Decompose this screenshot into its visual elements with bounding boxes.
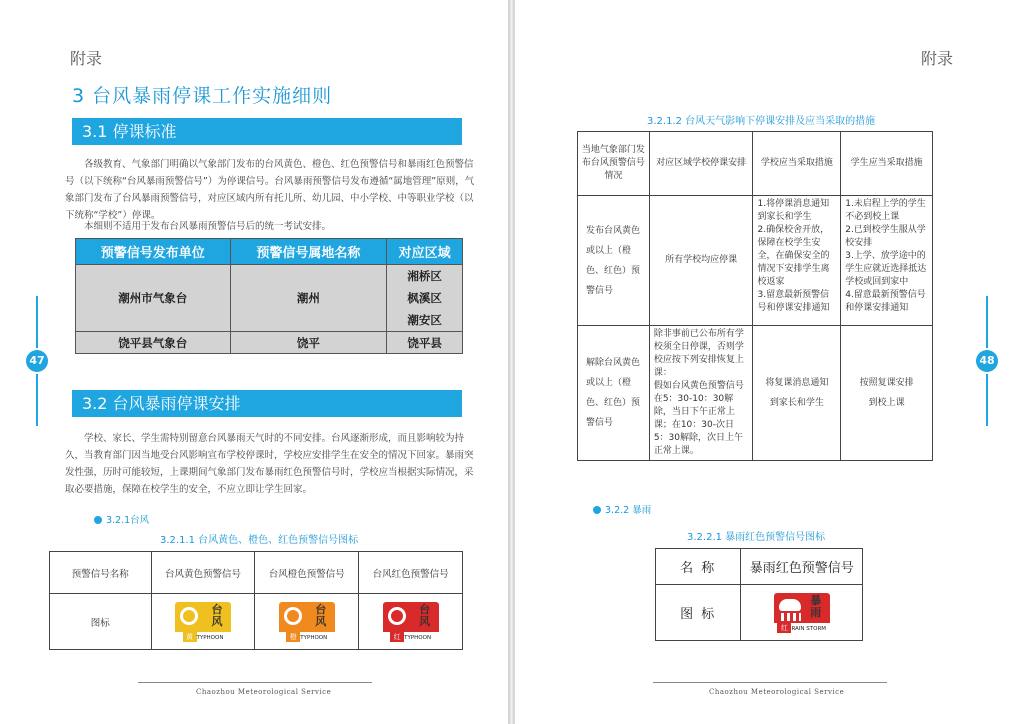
page-header: 附录 [921, 49, 954, 68]
table-cell: 发布台风黄色或以上（橙色、红色）预警信号 [578, 196, 650, 326]
figure-caption: 3.2.2.1 暴雨红色预警信号图标 [687, 532, 826, 543]
table-cell: 除非事前已公布所有学校须全日停课，否则学校应按下列安排恢复上课： 假如台风黄色预警信号在5：30-10：30解除，当日下午正常上课；在10：30-次日5：30解除，次日上午正常上课。 [649, 326, 753, 461]
table-header: 预警信号名称 [50, 552, 152, 594]
table-header: 台风橙色预警信号 [255, 552, 359, 594]
figure-caption: 3.2.1.1 台风黄色、橙色、红色预警信号图标 [160, 535, 359, 546]
table-header: 台风黄色预警信号 [151, 552, 255, 594]
typhoon-red-signal-icon: 台 风 红 TYPHOON [383, 602, 439, 642]
table-cell: 按照复课安排到校上课 [841, 326, 933, 461]
rainstorm-red-signal-icon: 暴 雨 红 RAIN STORM [774, 593, 830, 633]
page-header: 附录 [70, 49, 103, 68]
subsection-label: 3.2.2 暴雨 [593, 502, 651, 516]
typhoon-measures-table [577, 131, 933, 461]
page-number: 47 [26, 350, 48, 372]
section-title-bar: 3.2 台风暴雨停课安排 [72, 390, 462, 417]
chapter-title: 3 台风暴雨停课工作实施细则 [72, 85, 333, 107]
table-cell: 饶平县气象台 [76, 332, 231, 354]
table-header: 对应区域学校停课安排 [649, 132, 753, 196]
footer-rule [138, 682, 372, 683]
table-header: 学生应当采取措施 [841, 132, 933, 196]
table-cell: 1.将停课消息通知到家长和学生 2.确保校舍开放，保障在校学生安全，在确保安全的情况下安排学生离校返家 3.留意最新预警信号和停课安排通知 [753, 196, 841, 326]
table-cell: 潮州市气象台 [76, 265, 231, 332]
table-cell: 图标 [50, 594, 152, 650]
table-cell [359, 594, 463, 650]
table-cell [255, 594, 359, 650]
table-header: 预警信号发布单位 [76, 239, 231, 265]
side-decoration-line [36, 374, 38, 426]
region-name: 湘桥区 [407, 269, 442, 283]
table-cell [151, 594, 255, 650]
table-header: 学校应当采取措施 [753, 132, 841, 196]
table-header: 台风红色预警信号 [359, 552, 463, 594]
section-paragraph: 各级教育、气象部门明确以气象部门发布的台风黄色、橙色、红色预警信号和暴雨红色预警信号（以下统称“台风暴雨预警信号”）为停课信号。台风暴雨预警信号发布遵循“属地管理”原则，气象部门发布了台风暴雨预警信号，对应区域内所有托儿所、幼儿园、中小学校、中等职业学校（以下统称“学校”）停课。 [65, 159, 475, 221]
typhoon-orange-signal-icon: 台 风 橙 TYPHOON [279, 602, 335, 642]
typhoon-icon-table [49, 551, 463, 650]
left-page [0, 0, 509, 724]
region-name: 枫溪区 [407, 291, 442, 305]
subsection-label: 3.2.1台风 [94, 512, 149, 526]
table-cell: 解除台风黄色或以上（橙色、红色）预警信号 [578, 326, 650, 461]
rainstorm-icon-table [655, 548, 863, 641]
table-cell: 将复课消息通知到家长和学生 [753, 326, 841, 461]
table-caption: 3.2.1.2 台风天气影响下停课安排及应当采取的措施 [647, 116, 876, 127]
table-cell: 暴雨红色预警信号 [741, 549, 863, 585]
table-header: 当地气象部门发布台风预警信号情况 [578, 132, 650, 196]
typhoon-swirl-icon [388, 607, 406, 625]
footer-text: Chaozhou Meteorological Service [709, 688, 845, 696]
section-paragraph: 本细则不适用于发布台风暴雨预警信号后的统一考试安排。 [84, 221, 332, 232]
page-number: 48 [976, 350, 998, 372]
table-header: 图 标 [656, 585, 741, 641]
table-cell: 潮州 [230, 265, 387, 332]
side-decoration-line [986, 296, 988, 348]
table-cell: 饶平县 [387, 332, 463, 354]
table-cell [387, 265, 463, 332]
typhoon-swirl-icon [284, 607, 302, 625]
table-header: 预警信号属地名称 [230, 239, 387, 265]
table-cell: 饶平 [230, 332, 387, 354]
typhoon-yellow-signal-icon: 台 风 黄 TYPHOON [175, 602, 231, 642]
footer-rule [653, 682, 887, 683]
rain-cloud-icon [779, 599, 801, 611]
typhoon-swirl-icon [180, 607, 198, 625]
alert-region-table [75, 238, 463, 354]
footer-text: Chaozhou Meteorological Service [196, 688, 332, 696]
side-decoration-line [36, 296, 38, 348]
table-cell: 1.未启程上学的学生不必到校上课 2.已到校学生服从学校安排 3.上学、放学途中的学生应就近选择抵达学校或回到家中 4.留意最新预警信号和停课安排通知 [841, 196, 933, 326]
table-cell: 所有学校均应停课 [649, 196, 753, 326]
raindrops-icon [781, 613, 801, 621]
table-header: 名 称 [656, 549, 741, 585]
table-header: 对应区域 [387, 239, 463, 265]
table-cell [741, 585, 863, 641]
section-title-bar: 3.1 停课标准 [72, 118, 462, 145]
bullet-dot-icon [94, 516, 102, 524]
region-name: 潮安区 [407, 313, 442, 327]
right-page [514, 0, 1024, 724]
side-decoration-line [986, 374, 988, 426]
section-paragraph: 学校、家长、学生需特别留意台风暴雨天气时的不同安排。台风逐渐形成，而且影响较为持久，当教育部门因当地受台风影响宣布学校停课时，学校应安排学生在安全的情况下回家。暴雨突发性强，历时可能较短，上课期间气象部门发布暴雨红色预警信号时，学校应当根据实际情况，采取必要措施，保障在校学生的安全，不应立即让学生回家。 [65, 433, 474, 495]
bullet-dot-icon [593, 506, 601, 514]
